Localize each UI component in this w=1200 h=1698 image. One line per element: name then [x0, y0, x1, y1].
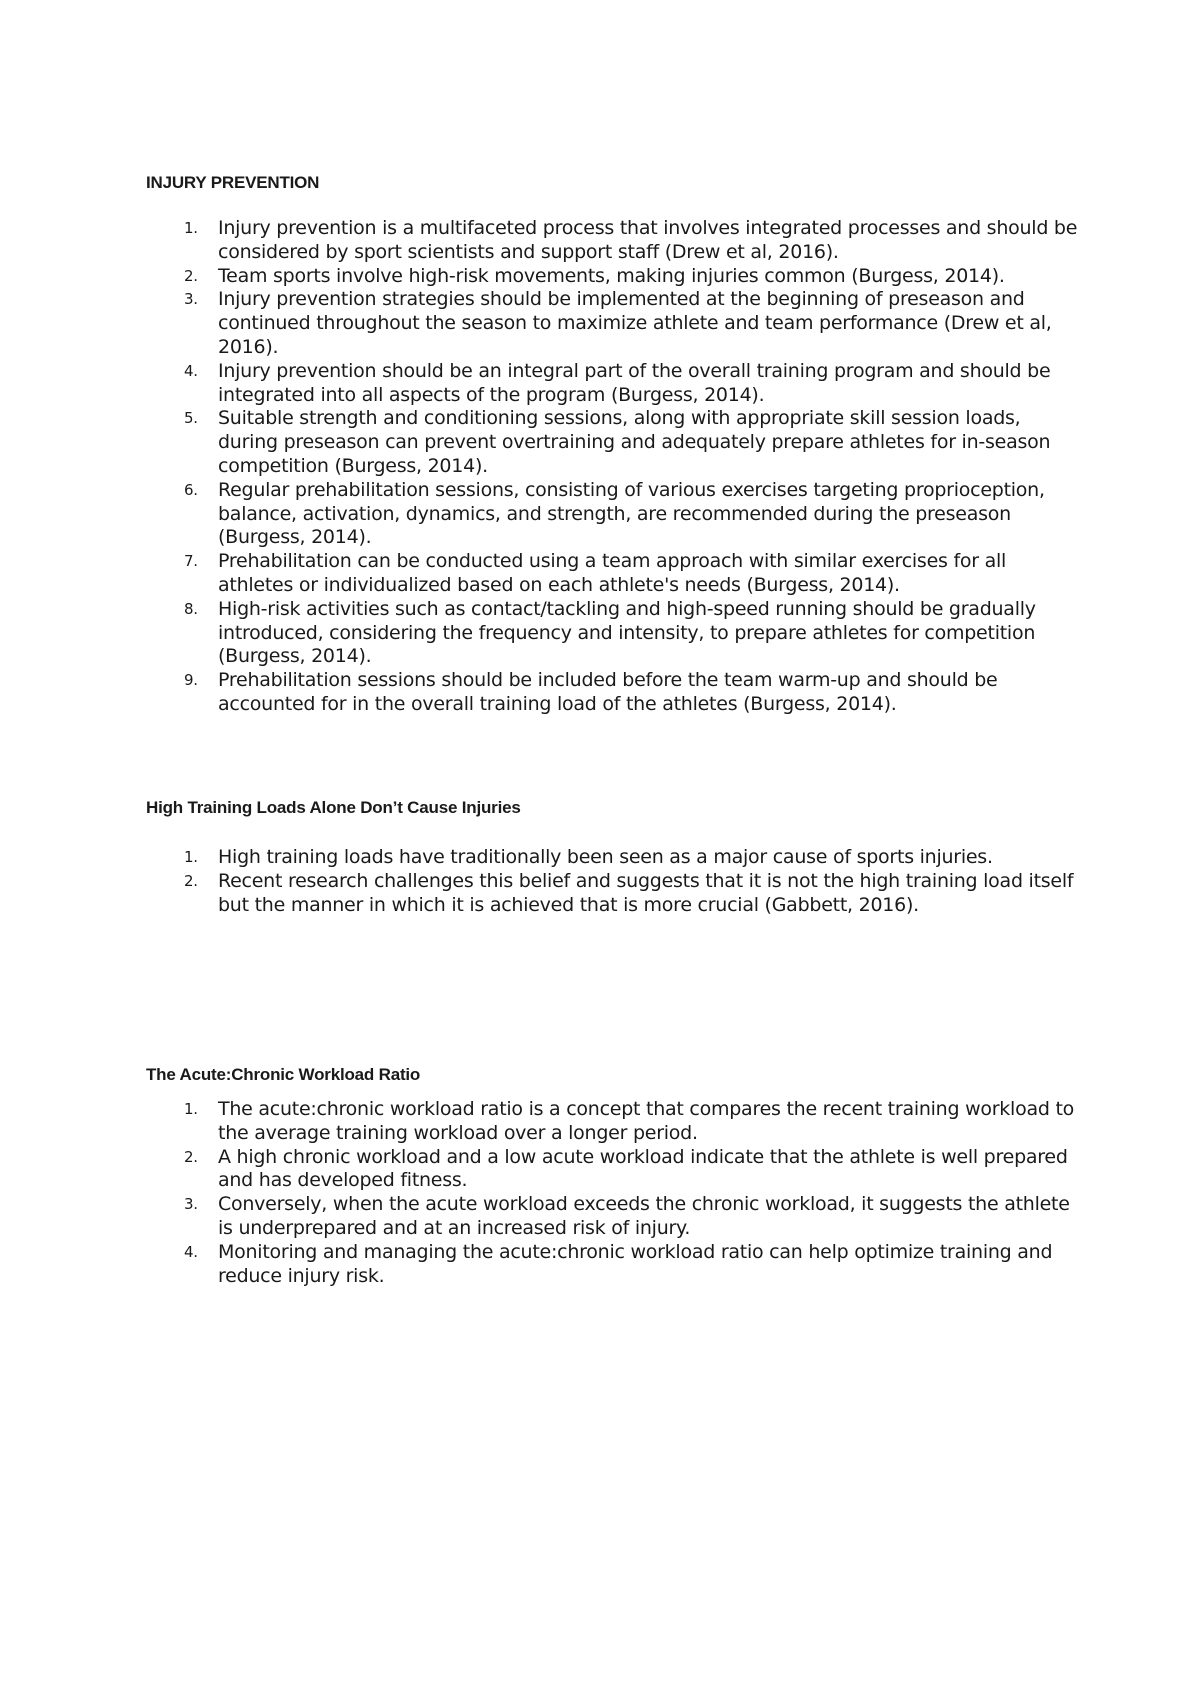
list-number: 4. [184, 1242, 198, 1261]
list-item [146, 407, 1086, 478]
list-item-text: A high chronic workload and a low acute workload indicate that the athlete is well prepared and has developed fitness. [218, 1145, 1068, 1192]
section-heading: The Acute:Chronic Workload Ratio [146, 1065, 421, 1084]
list-item [146, 1193, 1086, 1241]
list-item-text: Injury prevention is a multifaceted process that involves integrated processes and should be considered by sport scientists and support staff (Drew et al, 2016). [218, 217, 1078, 263]
list-item-text: High training loads have traditionally been seen as a major cause of sports injuries. [218, 846, 993, 868]
list-item [146, 669, 1086, 717]
list-number: 1. [184, 219, 198, 237]
numbered-list [146, 217, 1086, 717]
list-item [146, 846, 1086, 870]
list-item-text: Injury prevention strategies should be implemented at the beginning of preseason and continued throughout the season to maximize athlete and team performance (Drew et al, 2016). [218, 288, 1052, 358]
list-item [146, 360, 1086, 408]
list-item [146, 870, 1086, 918]
list-item-text: Regular prehabilitation sessions, consisting of various exercises targeting proprioception, balance, activation, dynamics, and strength, are recommended during the preseason (Burgess, 2014). [218, 478, 1045, 549]
list-item [146, 1241, 1086, 1289]
numbered-list [146, 1098, 1086, 1288]
list-number: 5. [184, 409, 198, 428]
section-high-training-loads [146, 797, 1086, 917]
list-item-text: Monitoring and managing the acute:chronic workload ratio can help optimize training and reduce injury risk. [218, 1240, 1053, 1287]
list-item-text: The acute:chronic workload ratio is a concept that compares the recent training workload to the average training workload over a longer period. [218, 1098, 1075, 1144]
list-item [146, 598, 1086, 669]
list-item-text: Prehabilitation sessions should be included before the team warm-up and should be accounted for in the overall training load of the athletes (Burgess, 2014). [218, 669, 998, 715]
section-heading: High Training Loads Alone Don’t Cause Injuries [146, 798, 521, 817]
list-item-text: High-risk activities such as contact/tackling and high-speed running should be gradually introduced, considering the frequency and intensity, to prepare athletes for competition (Burgess, 2014). [218, 597, 1036, 668]
list-number: 3. [184, 290, 198, 309]
section-heading: INJURY PREVENTION [146, 173, 320, 192]
list-item-text: Prehabilitation can be conducted using a team approach with similar exercises for all athletes or individualized based on each athlete's needs (Burgess, 2014). [218, 550, 1007, 596]
list-item [146, 217, 1086, 265]
list-number: 2. [184, 871, 198, 890]
list-number: 7. [184, 552, 198, 571]
list-item [146, 265, 1086, 289]
list-number: 9. [184, 671, 198, 690]
list-number: 6. [184, 480, 198, 499]
numbered-list [146, 846, 1086, 917]
list-item-text: Suitable strength and conditioning sessions, along with appropriate skill session loads, during preseason can prevent overtraining and adequately prepare athletes for in-season competition (Burgess, 2014). [218, 407, 1051, 477]
list-number: 8. [184, 599, 198, 618]
list-number: 3. [184, 1195, 198, 1214]
list-item-text: Injury prevention should be an integral part of the overall training program and should be integrated into all aspects of the program (Burgess, 2014). [218, 359, 1051, 406]
list-number: 1. [184, 848, 198, 866]
list-item [146, 1098, 1086, 1146]
list-item-text: Recent research challenges this belief and suggests that it is not the high training load itself but the manner in which it is achieved that is more crucial (Gabbett, 2016). [218, 869, 1074, 916]
section-acute-chronic-workload-ratio [146, 1064, 1086, 1288]
list-item [146, 288, 1086, 359]
list-number: 2. [184, 266, 198, 285]
list-number: 2. [184, 1147, 198, 1166]
list-item [146, 550, 1086, 598]
list-item-text: Team sports involve high-risk movements, making injuries common (Burgess, 2014). [218, 264, 1005, 287]
list-item-text: Conversely, when the acute workload exceeds the chronic workload, it suggests the athlete is underprepared and at an increased risk of injury. [218, 1193, 1070, 1239]
section-injury-prevention [146, 172, 1086, 717]
list-item [146, 1146, 1086, 1194]
list-number: 1. [184, 1100, 198, 1118]
list-item [146, 479, 1086, 550]
list-number: 4. [184, 361, 198, 380]
